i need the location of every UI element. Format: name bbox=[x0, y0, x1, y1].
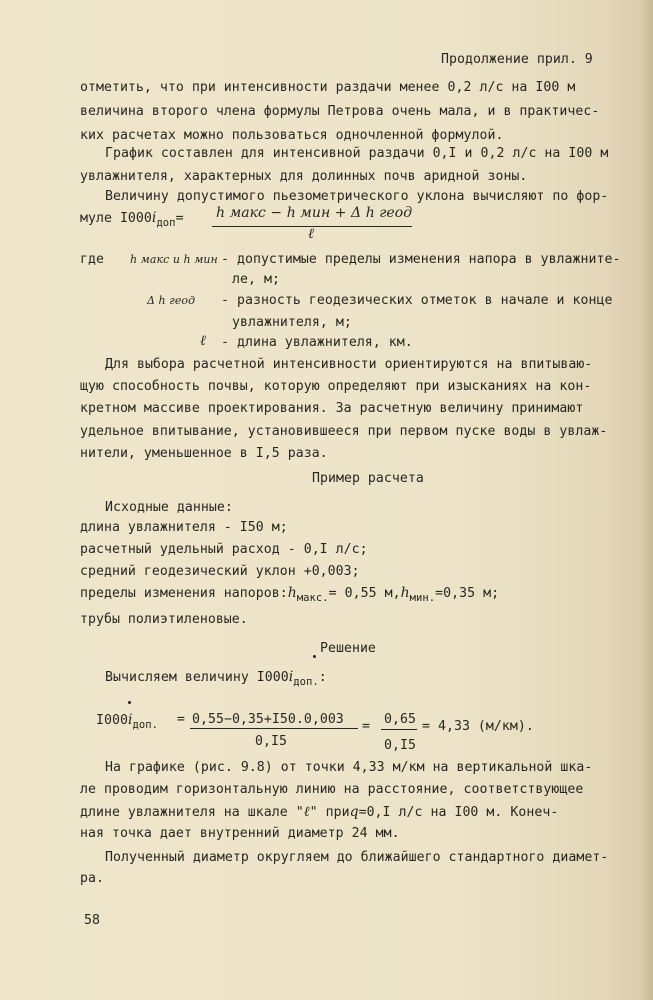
eq-result: = 4,33 (м/км). bbox=[422, 719, 534, 734]
eq-numerator-1: 0,55−0,35+I50.0,003 bbox=[192, 712, 344, 727]
compute-i: i bbox=[288, 669, 294, 685]
s1l3-mid: " при bbox=[309, 805, 350, 820]
example-input-title: Исходные данные: bbox=[105, 500, 233, 515]
example-item-length: длина увлажнителя - I50 м; bbox=[80, 520, 288, 535]
solution-para1-line3 bbox=[80, 804, 558, 821]
where-def2-line2: увлажнителя, м; bbox=[232, 315, 352, 330]
solution-compute-line bbox=[105, 669, 327, 686]
where-symbol-3: ℓ bbox=[200, 333, 206, 349]
para3-line2 bbox=[80, 210, 184, 227]
para2-line2: увлажнителя, характерных для долинных почв аридной зоны. bbox=[80, 169, 528, 184]
compute-suffix: : bbox=[318, 670, 327, 685]
example-item-slope: средний геодезический уклон +0,003; bbox=[80, 564, 360, 579]
heads-val-min: =0,35 м; bbox=[435, 586, 500, 601]
para1-line3: ких расчетах можно пользоваться одночленной формулой. bbox=[80, 128, 504, 143]
eq-lhs-i: i bbox=[127, 712, 133, 728]
eq-lhs-num: I000 bbox=[96, 713, 128, 728]
solution-title: Решение bbox=[320, 641, 376, 656]
para4-line2: щую способность почвы, которую определяют при изысканиях на кон- bbox=[80, 379, 592, 394]
example-item-flow: расчетный удельный расход - 0,I л/с; bbox=[80, 542, 368, 557]
compute-sub: доп. bbox=[293, 676, 319, 688]
heads-prefix: пределы изменения напоров: bbox=[80, 586, 288, 601]
eq-equals-1: = bbox=[177, 712, 185, 727]
formula-sub-dop: доп bbox=[156, 217, 176, 229]
para1-line2: величина второго члена формулы Петрова очень мала, и в практичес- bbox=[80, 104, 600, 119]
s1l3-l-symbol: ℓ bbox=[303, 804, 310, 820]
para4-line5: нители, уменьшенное в I,5 раза. bbox=[80, 446, 328, 461]
example-item-heads bbox=[80, 585, 499, 602]
page-edge-shadow bbox=[639, 0, 653, 1000]
s1l3-suffix: =0,I л/с на I00 м. Конеч- bbox=[358, 805, 559, 820]
para4-line4: удельное впитывание, установившееся при первом пуске воды в увлаж- bbox=[80, 424, 608, 439]
formula-numerator: h макс − h мин + Δ h геод bbox=[216, 205, 413, 221]
where-symbol-1: h макс и h мин bbox=[130, 253, 218, 266]
heads-sub-min: мин. bbox=[409, 592, 436, 604]
s1l3-q-symbol: q bbox=[349, 804, 359, 820]
formula-denominator: ℓ bbox=[308, 226, 314, 242]
formula-prefix: муле I000 bbox=[80, 211, 152, 226]
solution-para1-line1: На графике (рис. 9.8) от точки 4,33 м/км на вертикальной шка- bbox=[105, 760, 593, 775]
where-symbol-2: Δ h геод bbox=[147, 294, 196, 307]
para2-line1: График составлен для интенсивной раздачи 0,I и 0,2 л/с на I00 м bbox=[105, 146, 609, 161]
accent-dot bbox=[313, 655, 316, 658]
heads-h1: h bbox=[287, 585, 297, 601]
heads-h2: h bbox=[400, 585, 410, 601]
eq-lhs-sub: доп. bbox=[132, 719, 158, 731]
where-label: где bbox=[80, 252, 104, 267]
solution-para1-line4: ная точка дает внутренний диаметр 24 мм. bbox=[80, 826, 400, 841]
where-def1-line1: - допустимые пределы изменения напора в увлажните- bbox=[221, 252, 621, 267]
eq-numerator-2: 0,65 bbox=[384, 712, 416, 727]
heads-sub-max: макс. bbox=[296, 592, 329, 604]
where-def1-line2: ле, м; bbox=[232, 272, 280, 287]
para3-line1: Величину допустимого пьезометрического уклона вычисляют по фор- bbox=[105, 189, 609, 204]
header-continuation: Продолжение прил. 9 bbox=[441, 52, 593, 67]
where-def3-line1: - длина увлажнителя, км. bbox=[221, 335, 413, 350]
eq-denominator-1: 0,I5 bbox=[255, 734, 287, 749]
compute-prefix: Вычисляем величину I000 bbox=[105, 670, 289, 685]
solution-para2-line1: Полученный диаметр округляем до ближайшего стандартного диамет- bbox=[105, 850, 609, 865]
solution-para1-line2: ле проводим горизонтальную линию на расстояние, соответствующее bbox=[80, 782, 584, 797]
para4-line1: Для выбора расчетной интенсивности ориентируются на впитываю- bbox=[105, 357, 593, 372]
equation-lhs bbox=[96, 712, 158, 729]
s1l3-prefix: длине увлажнителя на шкале " bbox=[80, 805, 304, 820]
example-item-pipes: трубы полиэтиленовые. bbox=[80, 612, 248, 627]
eq-equals-2: = bbox=[362, 719, 370, 734]
formula-i: i bbox=[151, 210, 157, 226]
formula-equals: = bbox=[175, 211, 184, 226]
page-number: 58 bbox=[84, 913, 100, 928]
para1-line1: отметить, что при интенсивности раздачи менее 0,2 л/с на I00 м bbox=[80, 80, 576, 95]
solution-para2-line2: ра. bbox=[80, 871, 104, 886]
where-def2-line1: - разность геодезических отметок в начале и конце bbox=[221, 293, 613, 308]
eq-denominator-2: 0,I5 bbox=[384, 738, 416, 753]
eq-fraction-bar-2 bbox=[381, 729, 417, 730]
accent-dot bbox=[128, 701, 131, 704]
example-title: Пример расчета bbox=[312, 471, 424, 486]
eq-fraction-bar-1 bbox=[190, 728, 358, 729]
heads-val-max: = 0,55 м, bbox=[328, 586, 401, 601]
para4-line3: кретном массиве проектирования. За расчетную величину принимают bbox=[80, 401, 584, 416]
